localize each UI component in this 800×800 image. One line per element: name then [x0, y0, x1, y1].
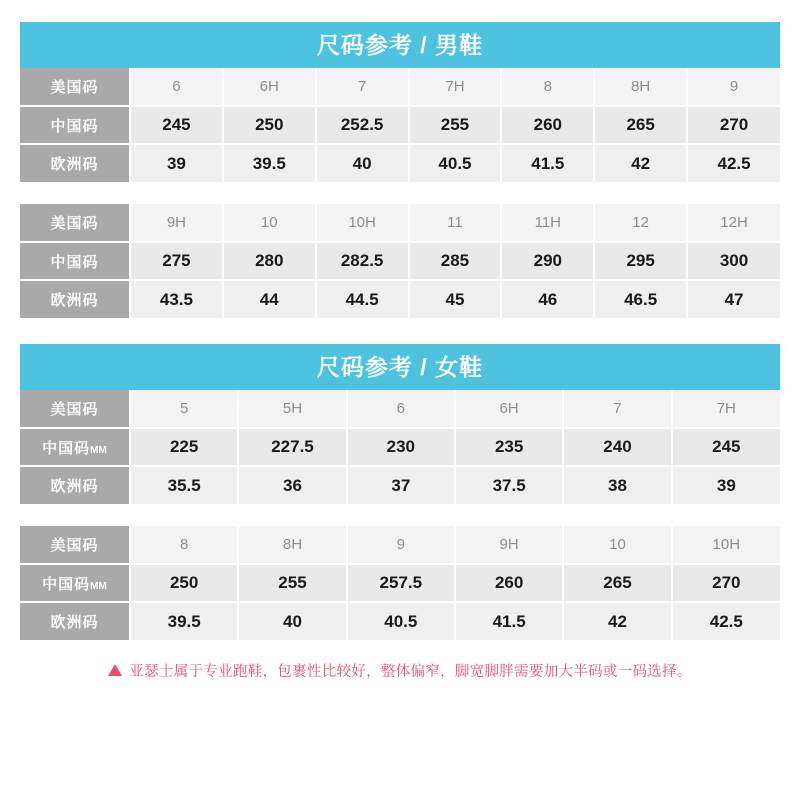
- cell-eu: 41.5: [455, 602, 563, 640]
- cell-us: 6: [347, 390, 455, 428]
- table-row: [20, 564, 780, 602]
- men-size-section: [20, 22, 780, 318]
- cell-us: 12: [594, 204, 687, 242]
- cell-us: 6: [130, 68, 223, 106]
- row-label-eu: 欧洲码: [20, 280, 130, 318]
- cell-us: 10H: [672, 526, 780, 564]
- cell-cn: 235: [455, 428, 563, 466]
- cell-us: 9H: [455, 526, 563, 564]
- cell-us: 10H: [316, 204, 409, 242]
- cell-cn: 295: [594, 242, 687, 280]
- women-size-table-group2: [20, 526, 780, 640]
- cell-us: 11H: [501, 204, 594, 242]
- women-group-spacer: [20, 504, 780, 526]
- cell-cn: 252.5: [316, 106, 409, 144]
- table-row: [20, 466, 780, 504]
- men-group-spacer: [20, 182, 780, 204]
- cell-eu: 40: [238, 602, 346, 640]
- cell-cn: 275: [130, 242, 223, 280]
- cell-cn: 282.5: [316, 242, 409, 280]
- cell-eu: 39: [130, 144, 223, 182]
- table-row: [20, 144, 780, 182]
- cell-eu: 38: [563, 466, 671, 504]
- cell-eu: 42: [594, 144, 687, 182]
- row-label-cn-unit: MM: [90, 444, 107, 456]
- cell-cn: 245: [672, 428, 780, 466]
- cell-us: 9: [687, 68, 780, 106]
- table-row: [20, 390, 780, 428]
- cell-us: 10: [223, 204, 316, 242]
- row-label-us: 美国码: [20, 68, 130, 106]
- cell-cn: 257.5: [347, 564, 455, 602]
- footnote-text: 亚瑟士属于专业跑鞋，包裹性比较好，整体偏窄，脚宽脚胖需要加大半码或一码选择。: [129, 664, 692, 680]
- men-title-sub: 男鞋: [435, 32, 484, 58]
- cell-eu: 47: [687, 280, 780, 318]
- cell-us: 12H: [687, 204, 780, 242]
- cell-eu: 36: [238, 466, 346, 504]
- cell-eu: 46: [501, 280, 594, 318]
- footnote: [20, 640, 780, 681]
- cell-us: 11: [409, 204, 502, 242]
- cell-eu: 43.5: [130, 280, 223, 318]
- cell-cn: 285: [409, 242, 502, 280]
- row-label-cn: [20, 564, 130, 602]
- men-size-table-group2: [20, 204, 780, 318]
- women-size-table-group1: [20, 390, 780, 504]
- cell-us: 7H: [672, 390, 780, 428]
- row-label-cn: 中国码: [20, 106, 130, 144]
- cell-eu: 37.5: [455, 466, 563, 504]
- cell-us: 5: [130, 390, 238, 428]
- cell-us: 8: [130, 526, 238, 564]
- women-size-section: [20, 344, 780, 640]
- women-section-title: [20, 344, 780, 390]
- women-title-sub: 女鞋: [435, 354, 484, 380]
- table-row: [20, 204, 780, 242]
- women-title-main: 尺码参考: [316, 354, 413, 380]
- cell-us: 6H: [223, 68, 316, 106]
- cell-cn: 250: [223, 106, 316, 144]
- row-label-eu: 欧洲码: [20, 466, 130, 504]
- cell-cn: 250: [130, 564, 238, 602]
- cell-us: 7H: [409, 68, 502, 106]
- cell-eu: 40: [316, 144, 409, 182]
- cell-eu: 42.5: [672, 602, 780, 640]
- cell-eu: 45: [409, 280, 502, 318]
- cell-cn: 270: [672, 564, 780, 602]
- cell-eu: 39.5: [130, 602, 238, 640]
- row-label-us: 美国码: [20, 526, 130, 564]
- row-label-cn-text: 中国码: [42, 439, 91, 457]
- cell-cn: 280: [223, 242, 316, 280]
- table-row: [20, 428, 780, 466]
- cell-eu: 42.5: [687, 144, 780, 182]
- cell-eu: 40.5: [347, 602, 455, 640]
- men-title-sep: /: [412, 32, 436, 58]
- cell-us: 8H: [238, 526, 346, 564]
- cell-cn: 227.5: [238, 428, 346, 466]
- cell-cn: 265: [563, 564, 671, 602]
- row-label-cn-unit: MM: [90, 580, 107, 592]
- cell-cn: 290: [501, 242, 594, 280]
- top-spacer: [0, 0, 800, 22]
- table-row: [20, 602, 780, 640]
- row-label-cn-text: 中国码: [42, 575, 91, 593]
- warning-triangle-icon: [108, 664, 122, 676]
- cell-cn: 240: [563, 428, 671, 466]
- women-title-sep: /: [412, 354, 436, 380]
- row-label-cn: [20, 428, 130, 466]
- cell-cn: 255: [238, 564, 346, 602]
- cell-us: 9H: [130, 204, 223, 242]
- cell-eu: 46.5: [594, 280, 687, 318]
- cell-cn: 300: [687, 242, 780, 280]
- row-label-cn: 中国码: [20, 242, 130, 280]
- men-size-table-group1: [20, 68, 780, 182]
- cell-us: 7: [316, 68, 409, 106]
- cell-cn: 255: [409, 106, 502, 144]
- table-row: [20, 526, 780, 564]
- men-women-spacer: [0, 318, 800, 344]
- table-row: [20, 68, 780, 106]
- cell-cn: 270: [687, 106, 780, 144]
- cell-eu: 44.5: [316, 280, 409, 318]
- cell-cn: 225: [130, 428, 238, 466]
- table-row: [20, 106, 780, 144]
- cell-us: 5H: [238, 390, 346, 428]
- cell-eu: 35.5: [130, 466, 238, 504]
- cell-cn: 245: [130, 106, 223, 144]
- row-label-us: 美国码: [20, 204, 130, 242]
- cell-us: 7: [563, 390, 671, 428]
- cell-cn: 265: [594, 106, 687, 144]
- men-section-title: [20, 22, 780, 68]
- cell-cn: 260: [455, 564, 563, 602]
- cell-us: 8: [501, 68, 594, 106]
- cell-eu: 40.5: [409, 144, 502, 182]
- cell-eu: 42: [563, 602, 671, 640]
- cell-cn: 230: [347, 428, 455, 466]
- cell-eu: 41.5: [501, 144, 594, 182]
- cell-eu: 39.5: [223, 144, 316, 182]
- cell-us: 6H: [455, 390, 563, 428]
- row-label-eu: 欧洲码: [20, 602, 130, 640]
- cell-eu: 44: [223, 280, 316, 318]
- row-label-us: 美国码: [20, 390, 130, 428]
- cell-cn: 260: [501, 106, 594, 144]
- cell-us: 9: [347, 526, 455, 564]
- table-row: [20, 280, 780, 318]
- row-label-eu: 欧洲码: [20, 144, 130, 182]
- cell-us: 8H: [594, 68, 687, 106]
- cell-eu: 39: [672, 466, 780, 504]
- cell-us: 10: [563, 526, 671, 564]
- men-title-main: 尺码参考: [316, 32, 413, 58]
- table-row: [20, 242, 780, 280]
- cell-eu: 37: [347, 466, 455, 504]
